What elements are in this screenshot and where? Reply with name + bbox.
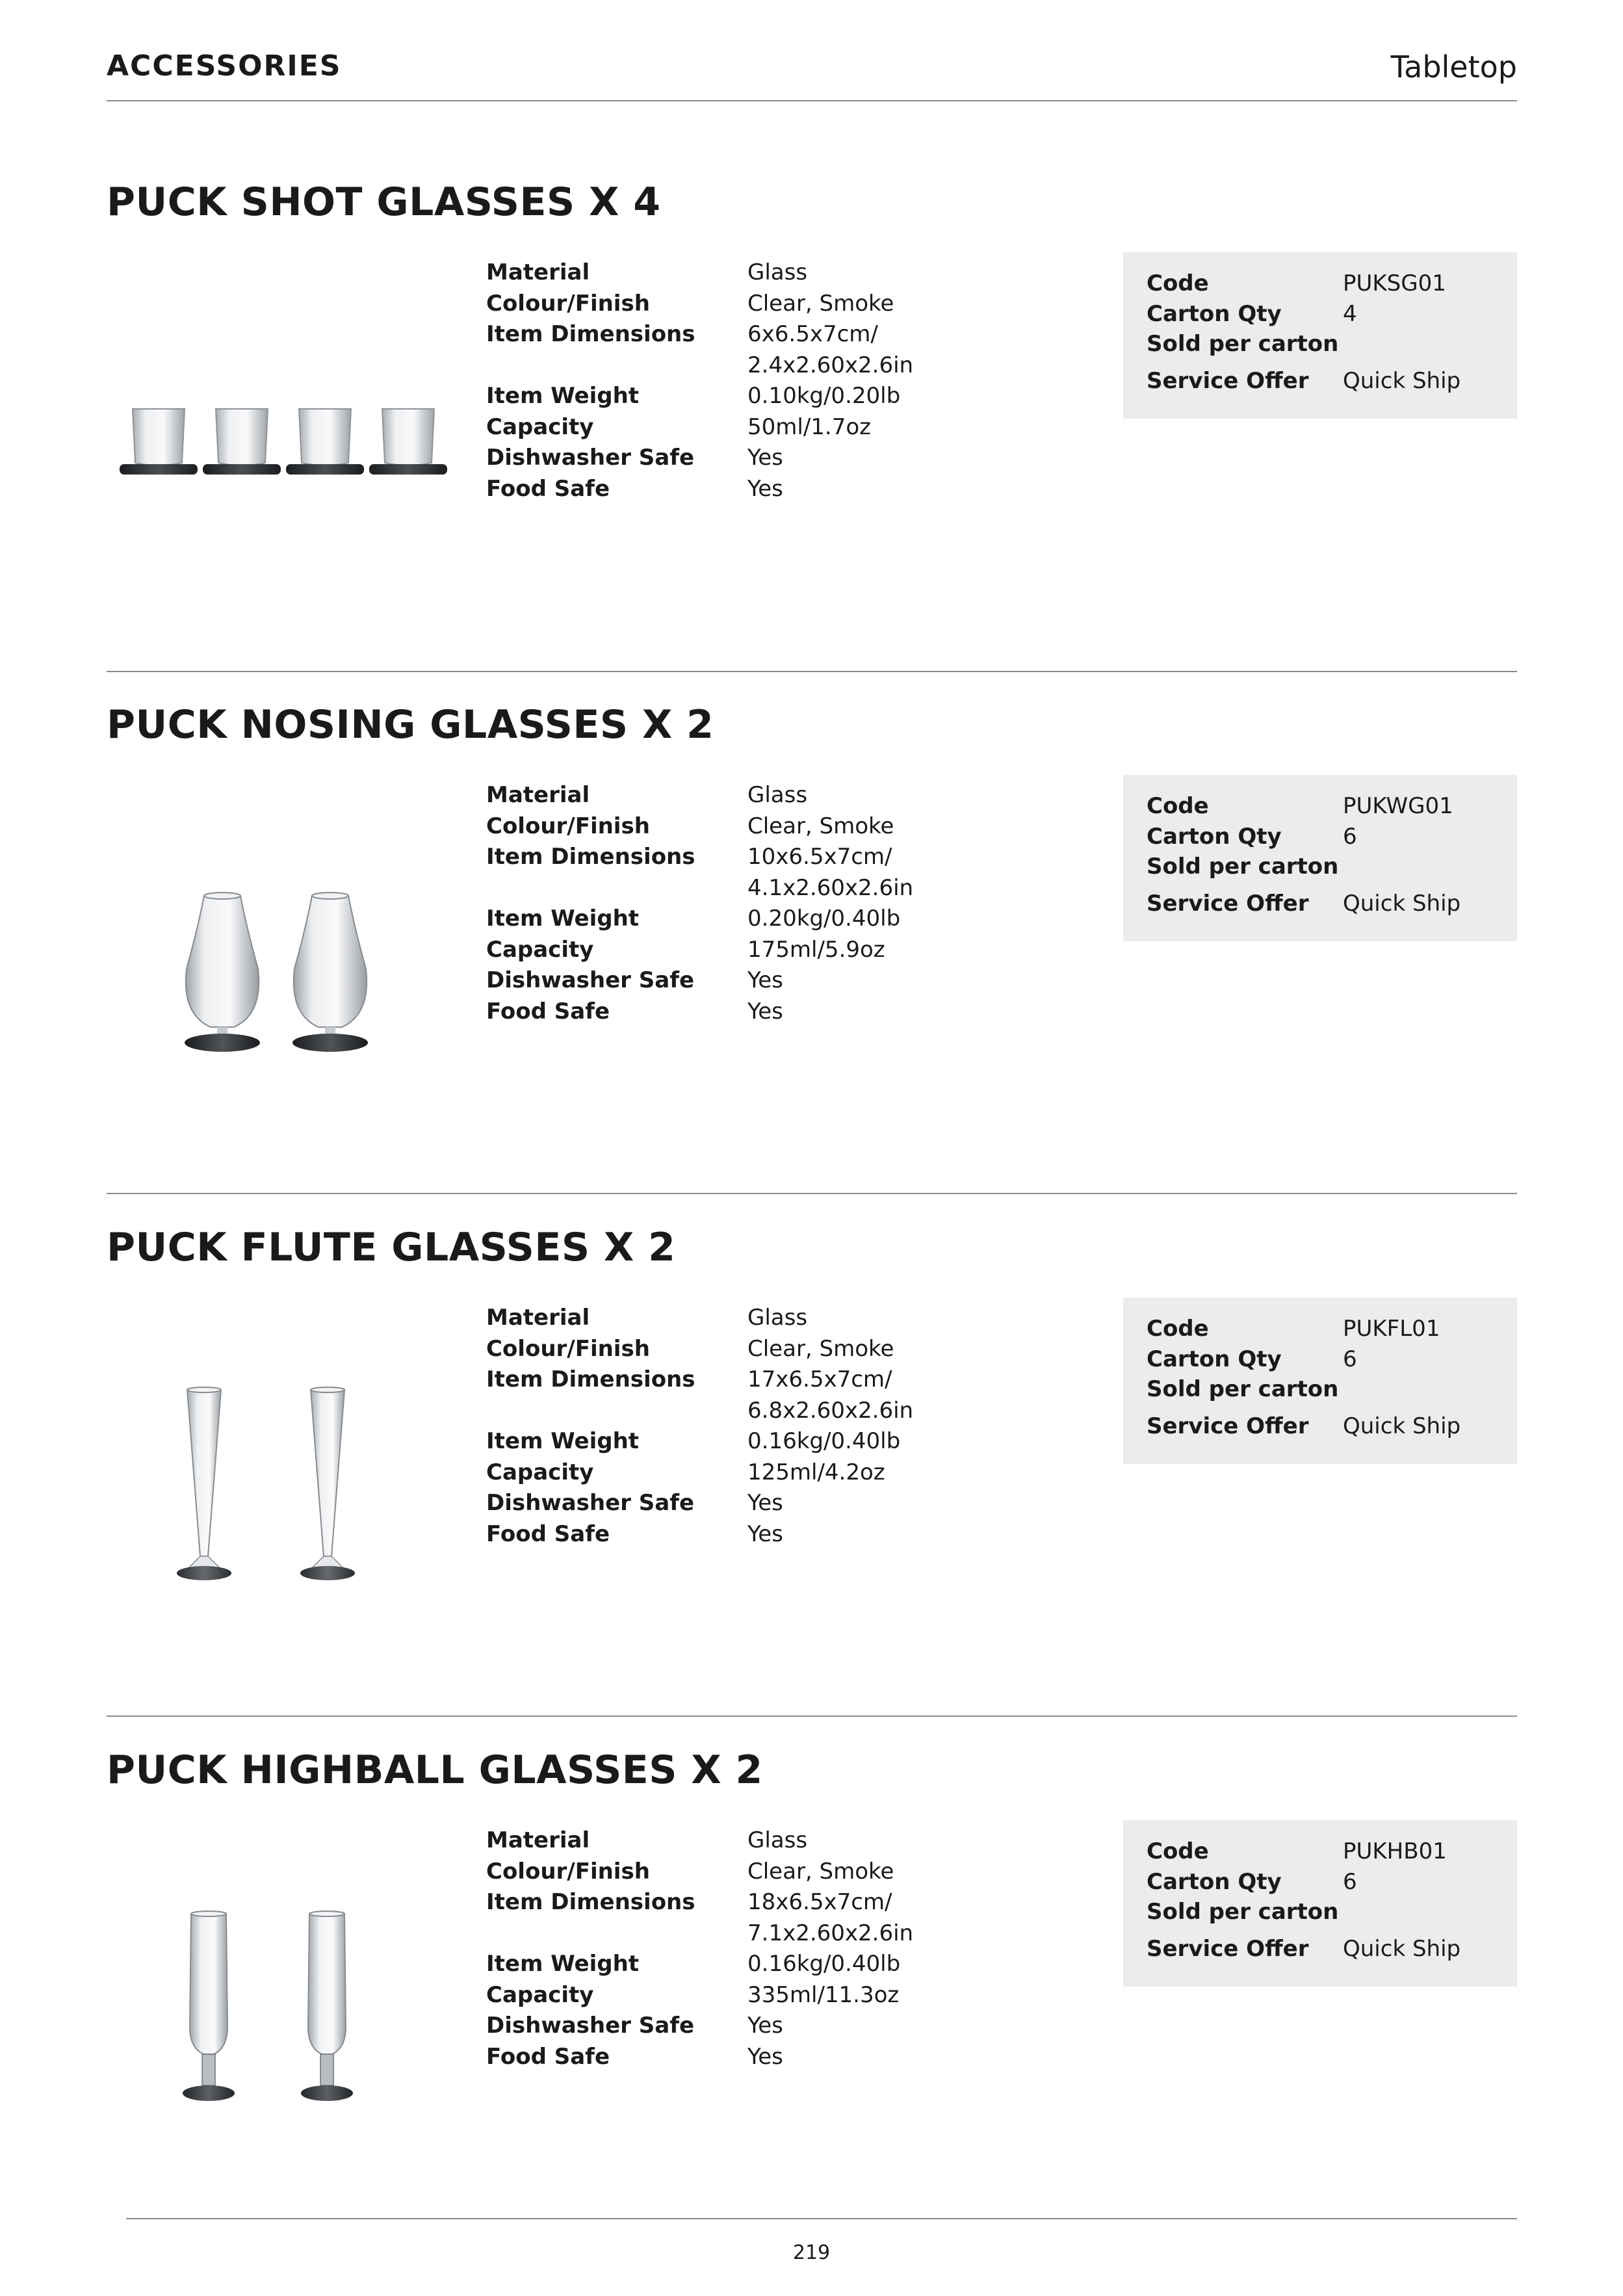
spec-label: Capacity xyxy=(486,936,594,963)
code-value: PUKSG01 xyxy=(1343,270,1446,296)
spec-value: 0.16kg/0.40lb xyxy=(747,1428,901,1454)
spec-row xyxy=(486,811,942,842)
spec-value: 18x6.5x7cm/ 7.1x2.60x2.6in xyxy=(747,1889,914,1946)
spec-value: 10x6.5x7cm/ 4.1x2.60x2.6in xyxy=(747,844,914,901)
code-box xyxy=(1123,252,1517,419)
spec-value: Clear, Smoke xyxy=(747,813,894,839)
spec-row xyxy=(486,1457,942,1489)
product-title: PUCK FLUTE GLASSES X 2 xyxy=(107,1225,676,1270)
spec-label: Food Safe xyxy=(486,1520,610,1547)
spec-label: Colour/Finish xyxy=(486,1335,650,1362)
spec-value: Glass xyxy=(747,259,808,285)
section-divider xyxy=(107,671,1517,672)
carton-qty-value: 4 xyxy=(1343,301,1357,327)
code-row xyxy=(1147,793,1453,819)
highball-glass xyxy=(183,1911,235,2101)
product-title: PUCK SHOT GLASSES X 4 xyxy=(107,179,661,225)
product-image xyxy=(107,1303,471,1608)
service-offer-value: Quick Ship xyxy=(1343,1413,1461,1439)
spec-row xyxy=(486,842,942,904)
spec-label: Food Safe xyxy=(486,475,610,502)
product-block xyxy=(107,179,1517,634)
spec-label: Item Dimensions xyxy=(486,844,695,870)
nosing-glass xyxy=(292,893,368,1052)
spec-value: Glass xyxy=(747,782,808,808)
spec-label: Material xyxy=(486,259,590,285)
service-offer-value: Quick Ship xyxy=(1343,891,1461,917)
spec-value: Yes xyxy=(747,445,783,471)
flute-glasses-image xyxy=(107,1303,471,1608)
product-title: PUCK NOSING GLASSES X 2 xyxy=(107,702,714,748)
spec-label: Item Weight xyxy=(486,906,640,932)
code-value: PUKFL01 xyxy=(1343,1316,1440,1342)
spec-row xyxy=(486,1980,942,2011)
spec-label: Capacity xyxy=(486,413,594,440)
sold-per-carton-label: Sold per carton xyxy=(1147,1899,1339,1925)
section-divider xyxy=(107,1715,1517,1717)
page-header xyxy=(107,46,1517,101)
spec-table xyxy=(486,1825,942,2072)
product-block xyxy=(107,1225,1517,1680)
spec-label: Material xyxy=(486,1827,590,1853)
spec-label: Colour/Finish xyxy=(486,1858,650,1885)
spec-row xyxy=(486,474,942,505)
service-offer-value: Quick Ship xyxy=(1343,368,1461,394)
spec-label: Material xyxy=(486,782,590,808)
spec-label: Dishwasher Safe xyxy=(486,1490,695,1516)
sold-per-carton-label: Sold per carton xyxy=(1147,854,1339,880)
spec-value: Yes xyxy=(747,475,783,502)
page-number: 219 xyxy=(792,2241,831,2264)
spec-row xyxy=(486,1426,942,1457)
section-title: ACCESSORIES xyxy=(107,49,342,83)
carton-qty-label: Carton Qty xyxy=(1147,301,1282,327)
spec-value: Glass xyxy=(747,1827,808,1853)
shot-glass xyxy=(120,409,198,475)
category-title: Tabletop xyxy=(1390,49,1517,85)
product-block xyxy=(107,1747,1517,2202)
spec-value: 0.10kg/0.20lb xyxy=(747,383,901,409)
spec-label: Colour/Finish xyxy=(486,813,650,839)
code-row xyxy=(1147,1316,1440,1342)
shot-glasses-image xyxy=(107,257,471,563)
spec-table xyxy=(486,780,942,1027)
service-offer-label: Service Offer xyxy=(1147,1413,1309,1439)
spec-row xyxy=(486,1825,942,1857)
sold-per-carton-row xyxy=(1147,1376,1343,1402)
carton-qty-row xyxy=(1147,1869,1357,1895)
spec-value: Clear, Smoke xyxy=(747,1858,894,1885)
carton-qty-value: 6 xyxy=(1343,1346,1357,1372)
spec-value: 17x6.5x7cm/ 6.8x2.60x2.6in xyxy=(747,1366,914,1424)
code-box xyxy=(1123,1820,1517,1987)
product-block xyxy=(107,702,1517,1157)
spec-label: Capacity xyxy=(486,1459,594,1485)
shot-glass xyxy=(203,409,281,475)
spec-value: Yes xyxy=(747,1490,783,1516)
spec-value: 125ml/4.2oz xyxy=(747,1459,885,1485)
spec-label: Item Weight xyxy=(486,1951,640,1977)
product-image xyxy=(107,257,471,563)
spec-value: Glass xyxy=(747,1305,808,1331)
carton-qty-value: 6 xyxy=(1343,824,1357,850)
spec-label: Material xyxy=(486,1305,590,1331)
spec-table xyxy=(486,1303,942,1550)
spec-value: 0.16kg/0.40lb xyxy=(747,1951,901,1977)
service-offer-row xyxy=(1147,1936,1461,1962)
spec-value: Yes xyxy=(747,2043,783,2070)
highball-glass xyxy=(301,1911,353,2101)
sold-per-carton-label: Sold per carton xyxy=(1147,331,1339,357)
service-offer-label: Service Offer xyxy=(1147,891,1309,917)
spec-row xyxy=(486,1364,942,1426)
flute-glass xyxy=(177,1387,231,1580)
spec-value: Yes xyxy=(747,1520,783,1547)
shot-glass xyxy=(286,409,364,475)
spec-row xyxy=(486,935,942,966)
spec-label: Food Safe xyxy=(486,998,610,1024)
spec-row xyxy=(486,1887,942,1949)
spec-value: 335ml/11.3oz xyxy=(747,1981,900,2008)
flute-glass xyxy=(300,1387,355,1580)
code-row xyxy=(1147,270,1446,296)
code-value: PUKHB01 xyxy=(1343,1838,1447,1864)
spec-row xyxy=(486,1857,942,1888)
spec-value: 0.20kg/0.40lb xyxy=(747,906,901,932)
code-label: Code xyxy=(1147,1838,1209,1864)
nosing-glasses-image xyxy=(107,780,471,1086)
spec-label: Item Weight xyxy=(486,1428,640,1454)
carton-qty-label: Carton Qty xyxy=(1147,1869,1282,1895)
spec-label: Dishwasher Safe xyxy=(486,445,695,471)
spec-row xyxy=(486,780,942,811)
service-offer-row xyxy=(1147,891,1461,917)
spec-label: Item Dimensions xyxy=(486,1889,695,1915)
spec-value: Yes xyxy=(747,2013,783,2039)
service-offer-row xyxy=(1147,1413,1461,1439)
spec-value: 50ml/1.7oz xyxy=(747,413,872,440)
product-image xyxy=(107,780,471,1086)
carton-qty-row xyxy=(1147,1346,1357,1372)
spec-value: Yes xyxy=(747,998,783,1024)
service-offer-label: Service Offer xyxy=(1147,368,1309,394)
spec-row xyxy=(486,412,942,443)
shot-glass xyxy=(369,409,447,475)
spec-row xyxy=(486,997,942,1028)
sold-per-carton-label: Sold per carton xyxy=(1147,1376,1339,1402)
carton-qty-label: Carton Qty xyxy=(1147,1346,1282,1372)
service-offer-value: Quick Ship xyxy=(1343,1936,1461,1962)
spec-table xyxy=(486,257,942,504)
footer-divider xyxy=(126,2218,1517,2219)
spec-label: Item Dimensions xyxy=(486,1366,695,1392)
spec-label: Item Dimensions xyxy=(486,321,695,347)
product-title: PUCK HIGHBALL GLASSES X 2 xyxy=(107,1747,763,1793)
carton-qty-row xyxy=(1147,301,1357,327)
spec-row xyxy=(486,289,942,320)
spec-label: Dishwasher Safe xyxy=(486,2013,695,2039)
highball-glasses-image xyxy=(107,1825,471,2131)
spec-row xyxy=(486,1488,942,1519)
spec-value: Yes xyxy=(747,967,783,993)
nosing-glass xyxy=(185,893,260,1052)
code-label: Code xyxy=(1147,1316,1209,1342)
spec-value: Clear, Smoke xyxy=(747,1335,894,1362)
spec-row xyxy=(486,1949,942,1980)
sold-per-carton-row xyxy=(1147,854,1343,880)
spec-label: Item Weight xyxy=(486,383,640,409)
spec-row xyxy=(486,1519,942,1550)
carton-qty-label: Carton Qty xyxy=(1147,824,1282,850)
code-label: Code xyxy=(1147,793,1209,819)
carton-qty-row xyxy=(1147,824,1357,850)
carton-qty-value: 6 xyxy=(1343,1869,1357,1895)
spec-row xyxy=(486,2011,942,2042)
sold-per-carton-row xyxy=(1147,1899,1343,1925)
code-value: PUKWG01 xyxy=(1343,793,1453,819)
spec-row xyxy=(486,257,942,289)
service-offer-label: Service Offer xyxy=(1147,1936,1309,1962)
spec-label: Colour/Finish xyxy=(486,290,650,317)
spec-value: 175ml/5.9oz xyxy=(747,936,885,963)
spec-row xyxy=(486,2042,942,2073)
spec-row xyxy=(486,965,942,997)
section-divider xyxy=(107,1193,1517,1194)
spec-row xyxy=(486,1303,942,1334)
spec-value: 6x6.5x7cm/ 2.4x2.60x2.6in xyxy=(747,321,914,378)
code-label: Code xyxy=(1147,270,1209,296)
spec-row xyxy=(486,443,942,474)
code-box xyxy=(1123,775,1517,941)
spec-row xyxy=(486,319,942,381)
product-image xyxy=(107,1825,471,2131)
code-box xyxy=(1123,1298,1517,1464)
spec-row xyxy=(486,904,942,935)
service-offer-row xyxy=(1147,368,1461,394)
code-row xyxy=(1147,1838,1447,1864)
sold-per-carton-row xyxy=(1147,331,1343,357)
spec-row xyxy=(486,381,942,412)
spec-label: Food Safe xyxy=(486,2043,610,2070)
spec-label: Dishwasher Safe xyxy=(486,967,695,993)
spec-value: Clear, Smoke xyxy=(747,290,894,317)
spec-row xyxy=(486,1334,942,1365)
spec-label: Capacity xyxy=(486,1981,594,2008)
